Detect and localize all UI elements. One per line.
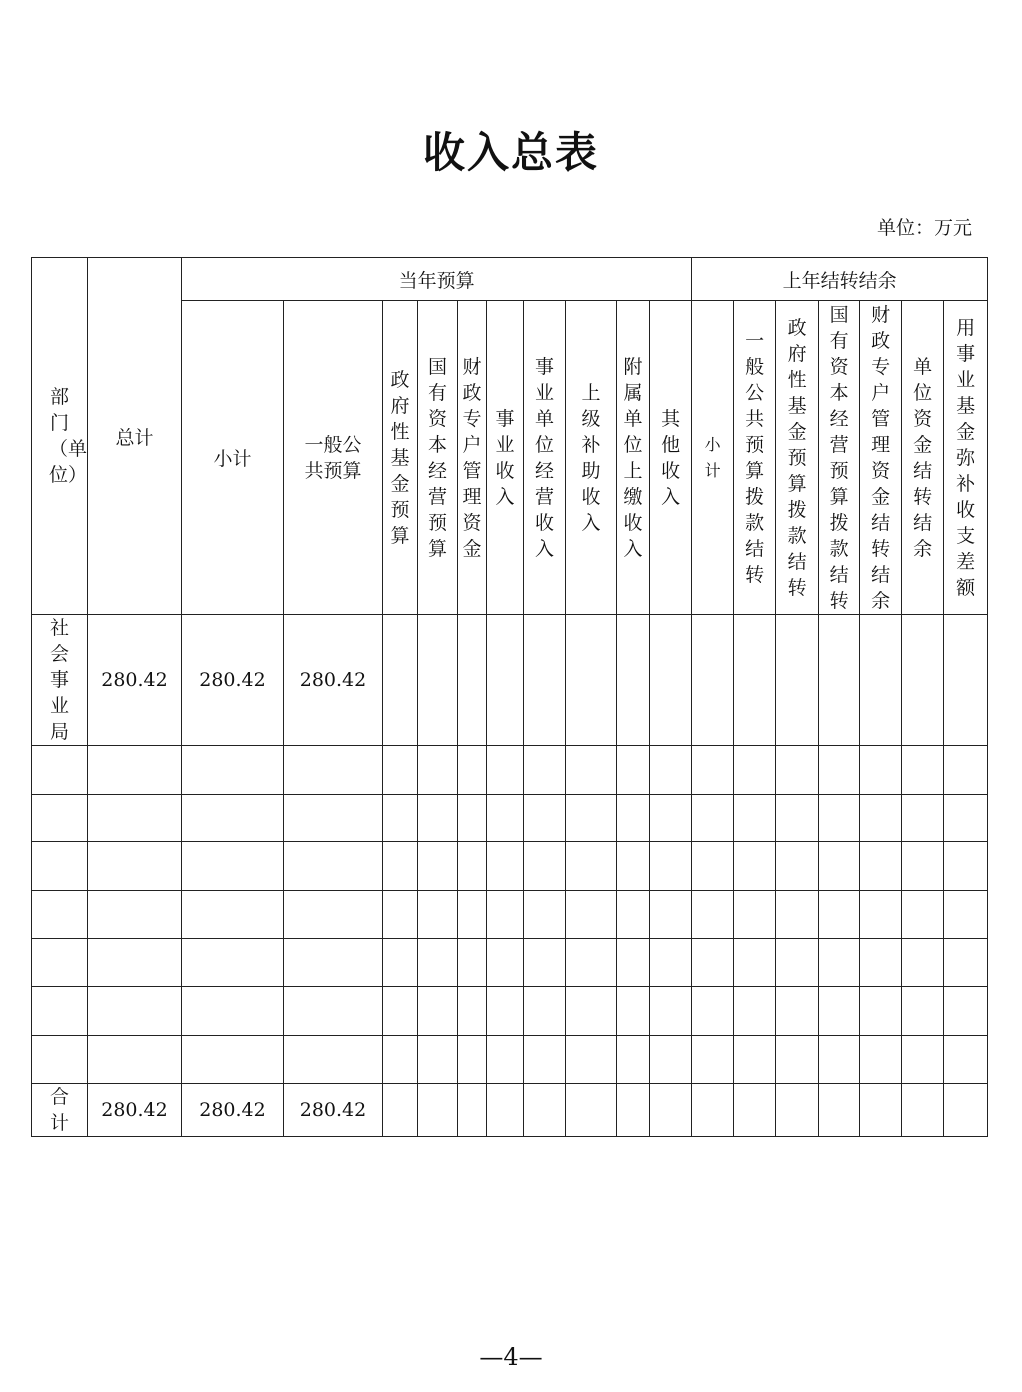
header-dept: 部门（单位） [32,258,88,615]
table-row [32,939,988,987]
header-total: 总计 [88,258,182,615]
page-number: —4— [479,1343,543,1371]
table-row [32,795,988,842]
sum-row [32,1084,988,1137]
header-carry-general: 一般公共预算拨款结转 [734,301,776,615]
header-carry-gov-fund: 政府性基金预算拨款结转 [776,301,819,615]
table-row [32,1036,988,1084]
row-dept: 社会事业局 [32,615,88,746]
header-carry-business-fund: 用事业基金弥补收支差额 [944,301,988,615]
table-row [32,615,988,746]
sum-total: 280.42 [88,1084,182,1137]
header-carry-state-capital: 国有资本经营预算拨款结转 [819,301,860,615]
sum-label: 合计 [32,1084,88,1137]
header-current-business-income: 事业收入 [487,301,524,615]
header-current-other-income: 其他收入 [650,301,692,615]
header-carry-unit-funds: 单位资金结转结余 [902,301,944,615]
page-title: 收入总表 [422,128,599,177]
row-subtotal: 280.42 [182,615,284,746]
header-current-affiliate-remit: 附属单位上缴收入 [617,301,650,615]
unit-label: 单位：万元 [876,217,972,239]
header-group-carry: 上年结转结余 [692,258,988,301]
row-general: 280.42 [284,615,383,746]
header-current-subtotal: 小计 [182,301,284,615]
table-row [32,842,988,891]
sum-subtotal: 280.42 [182,1084,284,1137]
income-summary-table [31,257,988,1137]
header-current-operating-income: 事业单位经营收入 [524,301,566,615]
table-row [32,987,988,1036]
header-current-gov-fund: 政府性基金预算 [383,301,418,615]
header-carry-special-account: 财政专户管理资金结转结余 [860,301,902,615]
sum-general: 280.42 [284,1084,383,1137]
table-row [32,891,988,939]
header-current-general: 一般公共预算 [284,301,383,615]
header-group-current: 当年预算 [182,258,692,301]
row-total: 280.42 [88,615,182,746]
header-carry-subtotal: 小计 [692,301,734,615]
header-current-superior-subsidy: 上级补助收入 [566,301,617,615]
table-row [32,746,988,795]
header-current-special-account: 财政专户管理资金 [458,301,487,615]
header-current-state-capital: 国有资本经营预算 [418,301,458,615]
